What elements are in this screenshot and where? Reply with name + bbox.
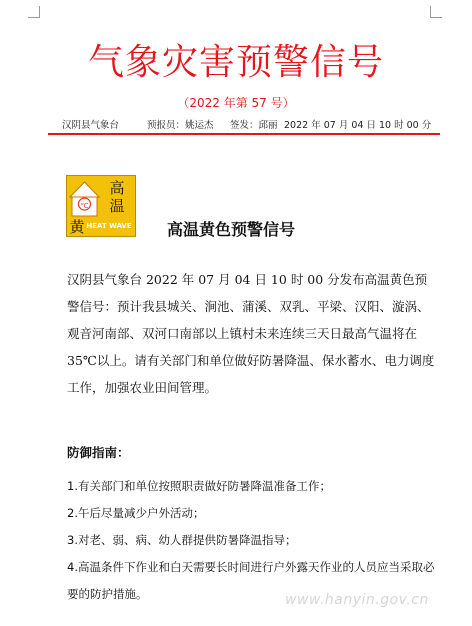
guide-item-3: 3.对老、弱、病、幼人群提供防暑降温指导； [67,533,297,547]
page-corner-mark-left [28,6,40,18]
document-title: 气象灾害预警信号 [87,42,384,83]
signer: 签发：邱丽 [230,120,278,131]
guide-item-2: 2.午后尽量减少户外活动； [67,506,205,520]
issue-datetime: 2022 年 07 月 04 日 10 时 00 分 [284,120,432,131]
icon-char-gao: 高 [109,179,125,197]
page-corner-mark-right [430,6,442,18]
icon-char-wen: 温 [109,197,125,215]
icon-level-char: 黄 [69,218,85,236]
issuer: 汉阴县气象台 [62,120,120,131]
defense-guide-heading: 防御指南： [67,445,130,460]
icon-english-label: HEAT WAVE [86,222,132,230]
issue-number: （2022 年第 57 号） [177,96,295,110]
high-temperature-yellow-signal-icon [66,175,136,237]
site-watermark: www.hanyin.gov.cn [285,592,429,608]
issue-meta-line [62,117,452,133]
guide-item-1: 1.有关部门和单位按照职责做好防暑降温准备工作； [67,479,331,493]
reporter: 预报员：姚运杰 [147,120,214,131]
red-divider-line [48,133,440,135]
signal-name: 高温黄色预警信号 [167,220,296,239]
defense-guide-list [67,473,439,608]
guide-item-4: 4.高温条件下作业和白天需要长时间进行户外露天作业的人员应当采取必要的防护措施。 [67,560,435,601]
icon-temp-symbol: ℃ [80,202,89,210]
warning-body-paragraph: 汉阴县气象台 2022 年 07 月 04 日 10 时 00 分发布高温黄色预警信号：预计我县城关、涧池、蒲溪、双乳、平梁、汉阳、漩涡、观音河南部、双河口南部以上镇村未来连续三天日最高气温将在 35℃以上。请有关部门和单位做好防暑降温、保水蓄水、电力调度工作，加强农业田间管理。 [67,272,435,395]
